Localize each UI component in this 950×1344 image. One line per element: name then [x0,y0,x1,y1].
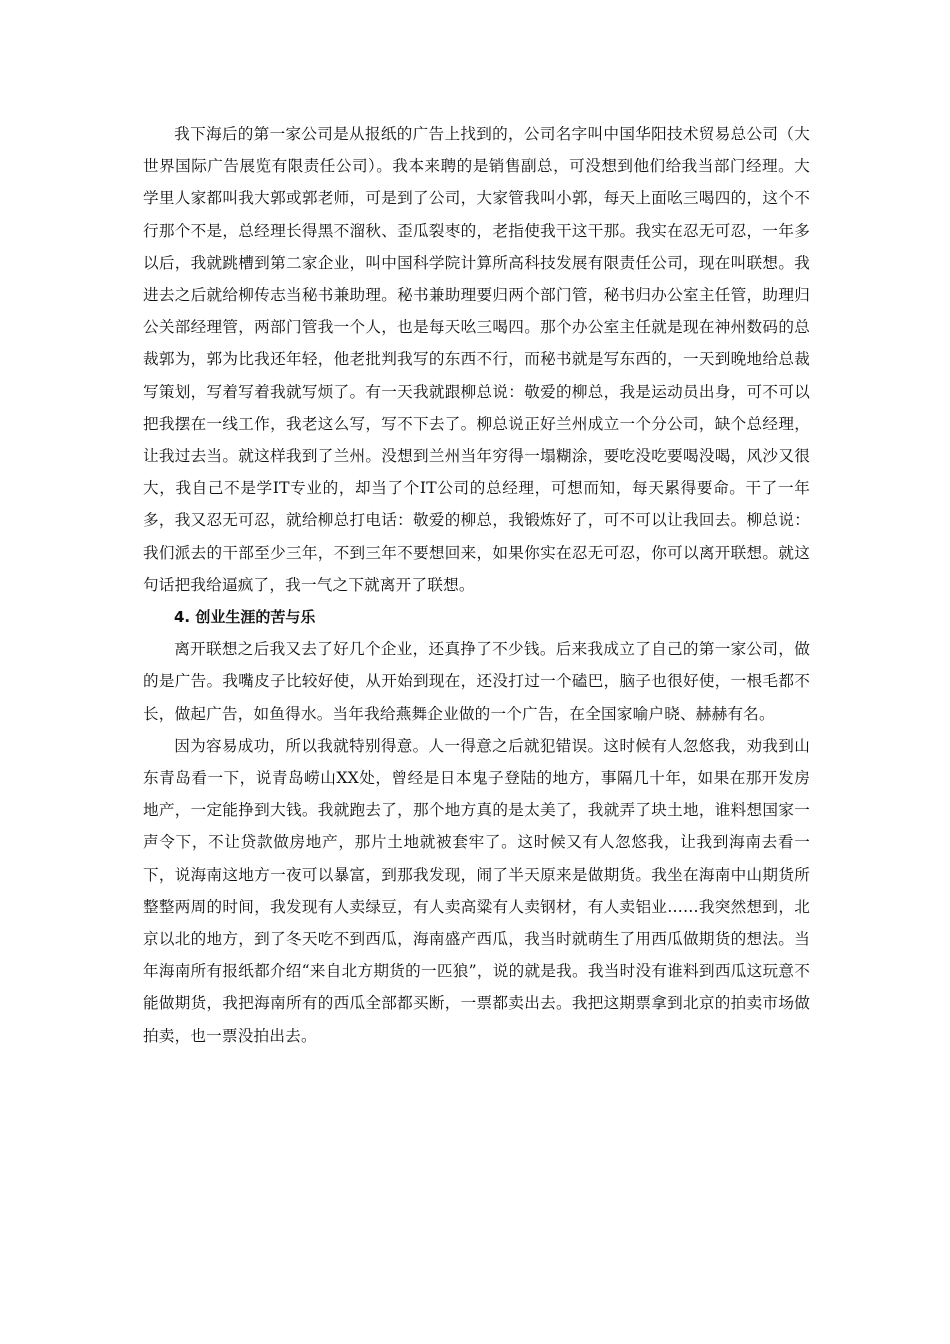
document-page [143,118,810,1052]
paragraph-2: 离开联想之后我又去了好几个企业，还真挣了不少钱。后来我成立了自己的第一家公司，做的是广告。我嘴皮子比较好使，从开始到现在，还没打过一个磕巴，脑子也很好使，一根毛都不长，做起广告，如鱼得水。当年我给燕舞企业做的一个广告，在全国家喻户晓、赫赫有名。 [143,640,810,723]
section-heading: 4. 创业生涯的苦与乐 [174,608,316,627]
paragraph-1: 我下海后的第一家公司是从报纸的广告上找到的，公司名字叫中国华阳技术贸易总公司（大世界国际广告展览有限责任公司）。我本来聘的是销售副总，可没想到他们给我当部门经理。大学里人家都叫我大郭或郭老师，可是到了公司，大家管我叫小郭，每天上面吆三喝四的，这个不行那个不是，总经理长得黑不溜秋、歪瓜裂枣的，老指使我干这干那。我实在忍无可忍，一年多以后，我就跳槽到第二家企业，叫中国科学院计算所高科技发展有限责任公司，现在叫联想。我进去之后就给柳传志当秘书兼助理。秘书兼助理要归两个部门管，秘书归办公室主任管，助理归公关部经理管，两部门管我一个人，也是每天吆三喝四。那个办公室主任就是现在神州数码的总裁郭为，郭为比我还年轻，他老批判我写的东西不行，而秘书就是写东西的，一天到晚地给总裁写策划，写着写着我就写烦了。有一天我就跟柳总说：敬爱的柳总，我是运动员出身，可不可以把我摆在一线工作，我老这么写，写不下去了。柳总说正好兰州成立一个分公司，缺个总经理，让我过去当。就这样我到了兰州。没想到兰州当年穷得一塌糊涂，要吃没吃要喝没喝，风沙又很大，我自己不是学IT专业的，却当了个IT公司的总经理，可想而知，每天累得要命。干了一年多，我又忍无可忍，就给柳总打电话：敬爱的柳总，我锻炼好了，可不可以让我回去。柳总说：我们派去的干部至少三年，不到三年不要想回来，如果你实在忍无可忍，你可以离开联想。就这句话把我给逼疯了，我一气之下就离开了联想。 [143,125,810,594]
paragraph-3: 因为容易成功，所以我就特别得意。人一得意之后就犯错误。这时候有人忽悠我，劝我到山东青岛看一下，说青岛崂山XX处，曾经是日本鬼子登陆的地方，事隔几十年，如果在那开发房地产，一定能挣到大钱。我就跑去了，那个地方真的是太美了，我就弄了块土地，谁料想国家一声令下，不让贷款做房地产，那片土地就被套牢了。这时候又有人忽悠我，让我到海南去看一下，说海南这地方一夜可以暴富，到那我发现，闹了半天原来是做期货。我坐在海南中山期货所整整两周的时间，我发现有人卖绿豆，有人卖高粱有人卖钢材，有人卖铝业……我突然想到，北京以北的地方，到了冬天吃不到西瓜，海南盛产西瓜，我当时就萌生了用西瓜做期货的想法。当年海南所有报纸都介绍“来自北方期货的一匹狼”，说的就是我。我当时没有谁料到西瓜这玩意不能做期货，我把海南所有的西瓜全部都买断，一票都卖出去。我把这期票拿到北京的拍卖市场做拍卖，也一票没拍出去。 [143,736,810,1045]
